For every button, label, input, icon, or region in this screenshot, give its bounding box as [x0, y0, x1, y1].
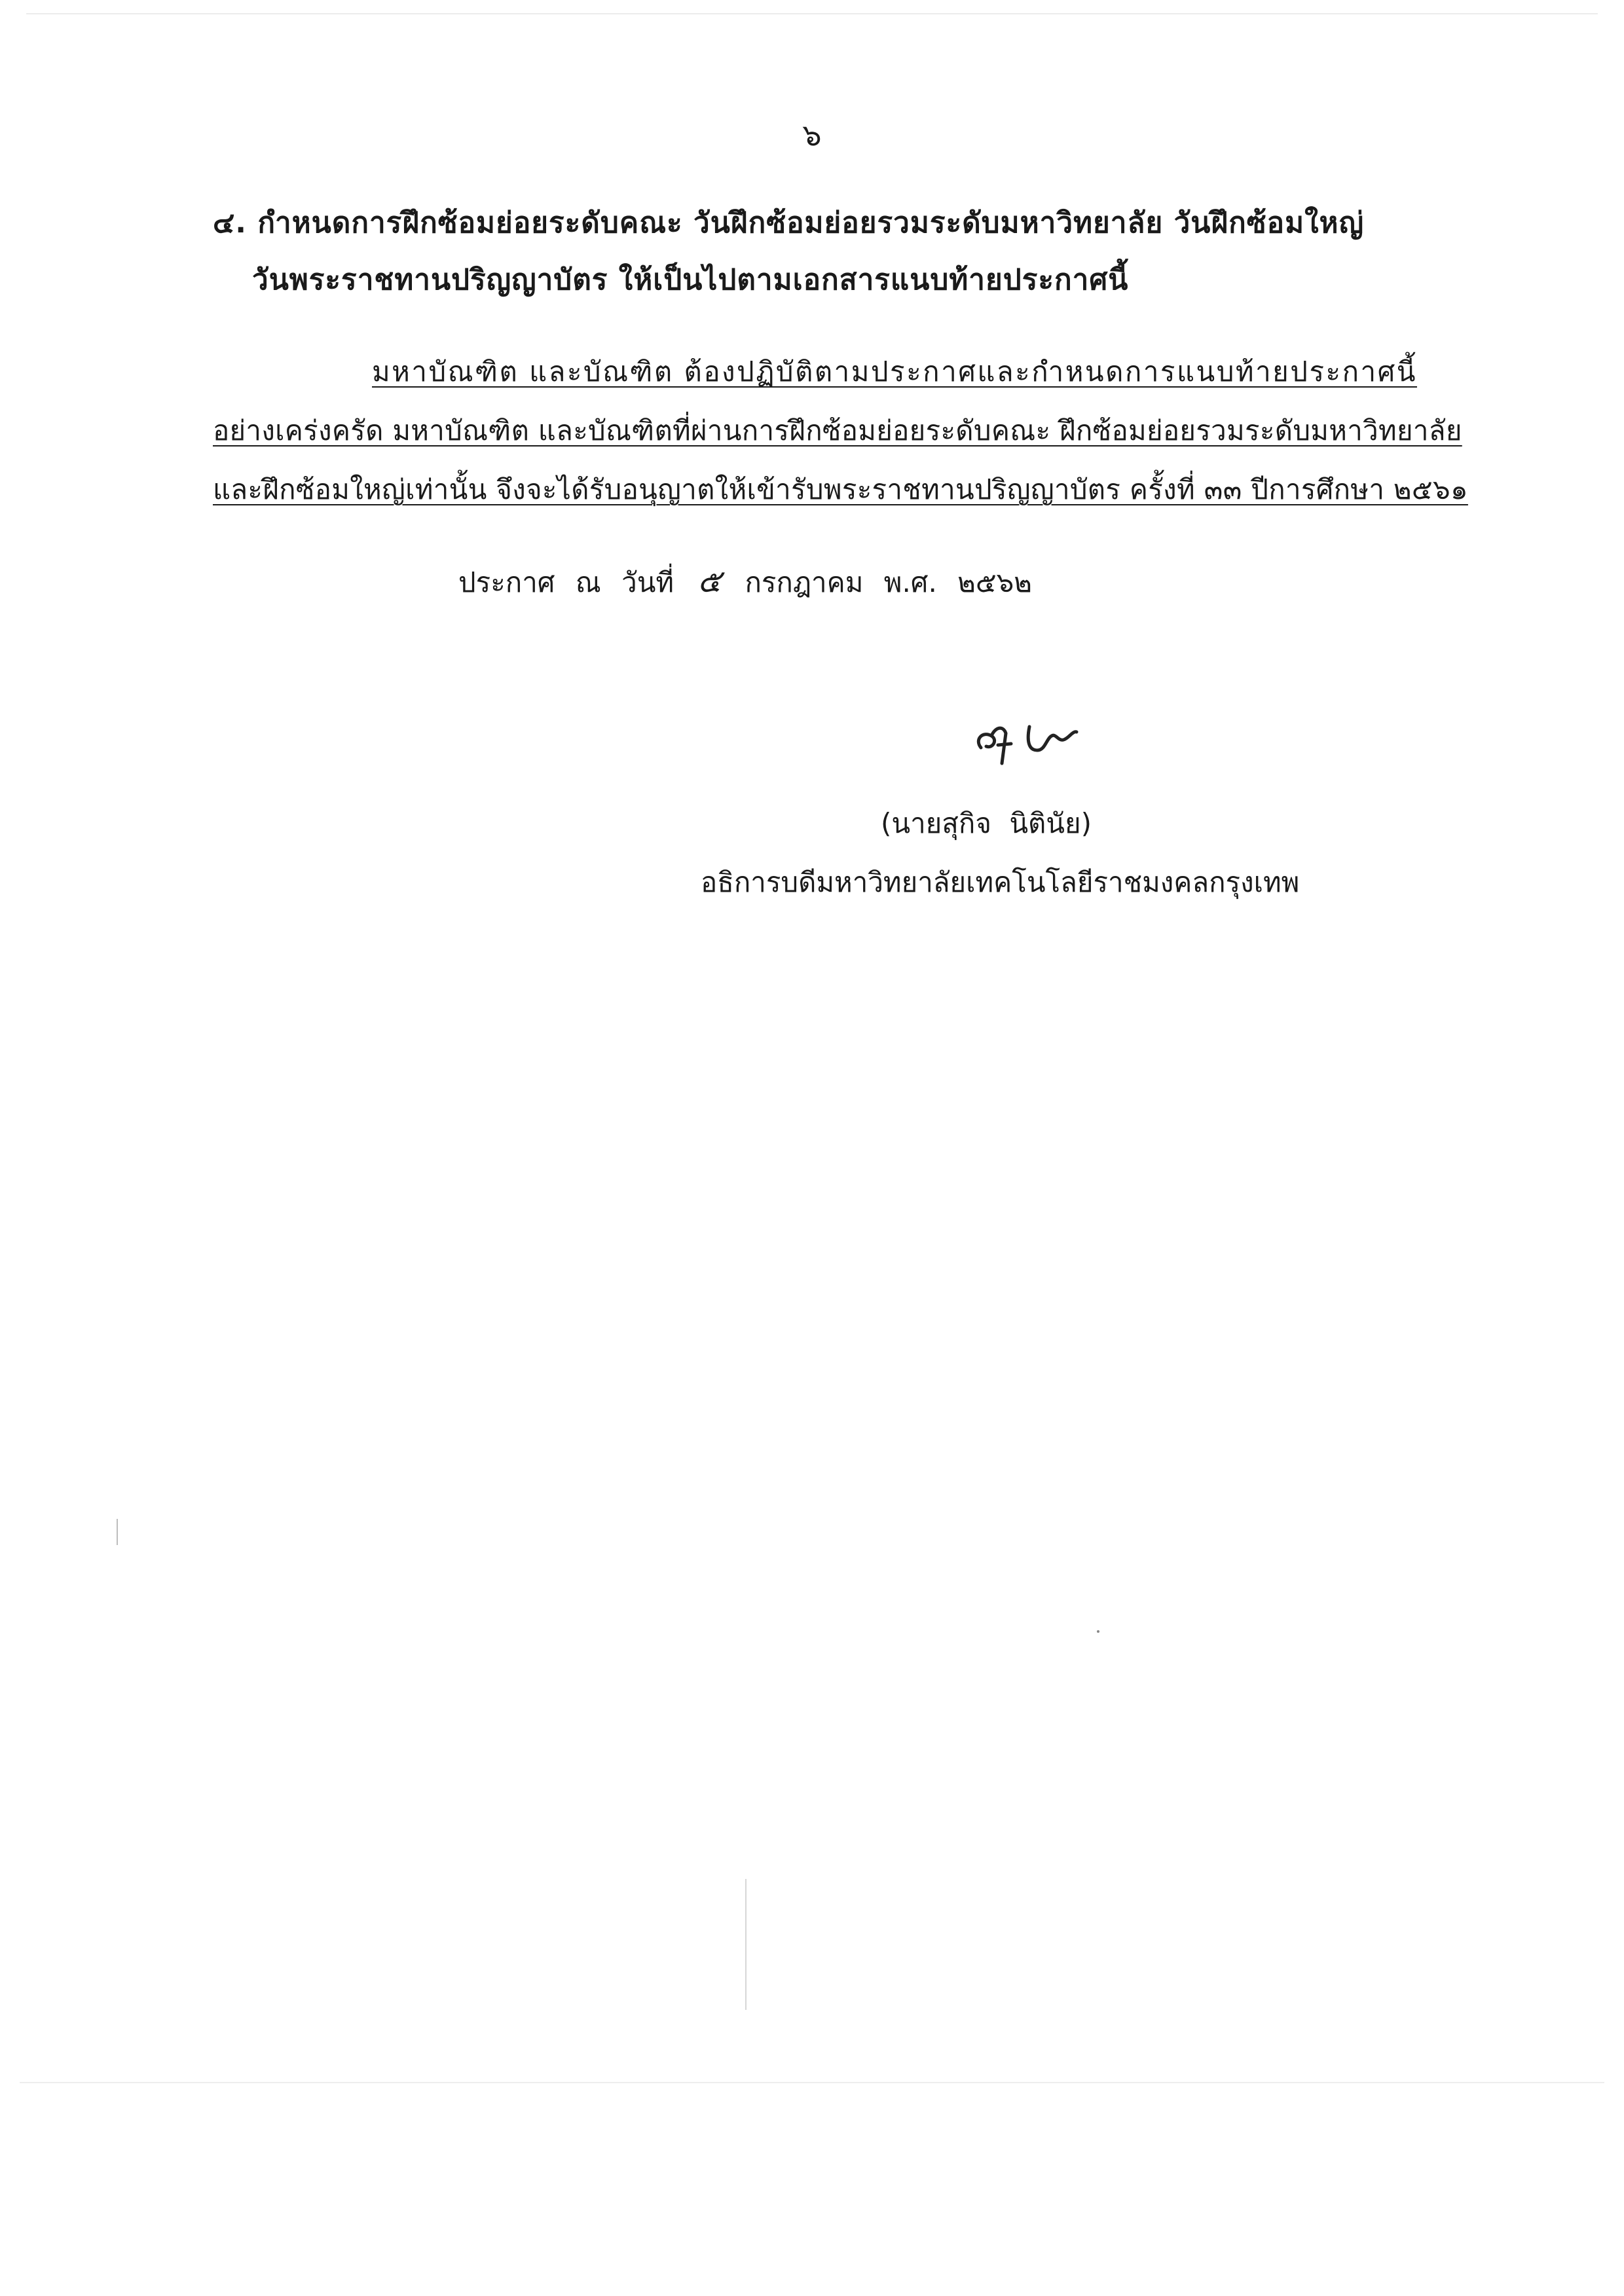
item-4-line-1: ๔. กำหนดการฝึกซ้อมย่อยระดับคณะ วันฝึกซ้อมย่อยรวมระดับมหาวิทยาลัย วันฝึกซ้อมใหญ่	[213, 206, 1365, 240]
scan-artifact-middle	[745, 1879, 747, 2010]
announcement-day: ๕	[697, 563, 722, 600]
paragraph-line-2: อย่างเคร่งครัด มหาบัณฑิต และบัณฑิตที่ผ่านการฝึกซ้อมย่อยระดับคณะ ฝึกซ้อมย่อยรวมระดับมหาวิทยาลัย	[213, 414, 1462, 446]
announcement-suffix: กรกฎาคม พ.ศ. ๒๕๖๒	[745, 566, 1032, 598]
scan-artifact-bottom	[20, 2082, 1604, 2083]
paragraph-line-3: และฝึกซ้อมใหญ่เท่านั้น จึงจะได้รับอนุญาตให้เข้ารับพระราชทานปริญญาบัตร ครั้งที่ ๓๓ ปีการศึกษา ๒๕๖๑	[213, 473, 1468, 505]
signer-title: อธิการบดีมหาวิทยาลัยเทคโนโลยีราชมงคลกรุงเทพ	[701, 866, 1300, 898]
paragraph-line-1: มหาบัณฑิต และบัณฑิต ต้องปฏิบัติตามประกาศและกำหนดการแนบท้ายประกาศนี้	[372, 355, 1417, 388]
scan-artifact-dot	[1097, 1630, 1099, 1633]
signer-name: (นายสุกิจ นิตินัย)	[881, 807, 1092, 839]
announcement-prefix: ประกาศ ณ วันที่	[458, 566, 674, 598]
scan-artifact-top	[26, 13, 1598, 14]
scan-artifact-left	[117, 1519, 118, 1545]
announcement-date	[458, 556, 1032, 606]
signature-image	[969, 707, 1100, 766]
page-number: ๖	[802, 117, 822, 153]
item-4-line-2: วันพระราชทานปริญญาบัตร ให้เป็นไปตามเอกสารแนบท้ายประกาศนี้	[252, 263, 1129, 297]
